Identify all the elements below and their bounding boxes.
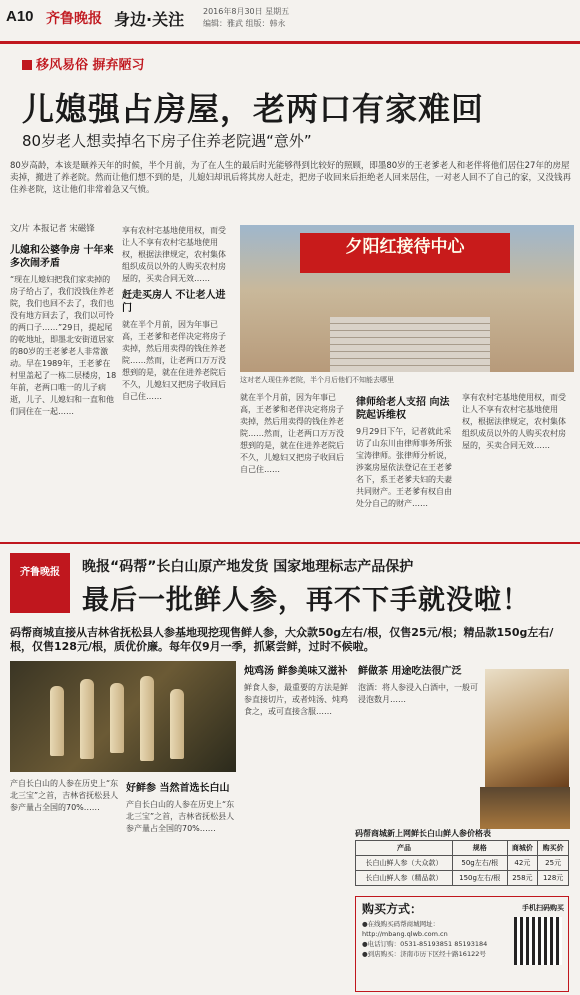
page-header [0, 0, 580, 44]
price-table [355, 840, 569, 886]
nursing-home-photo [240, 225, 574, 372]
article-lede: 80岁高龄，本该是颐养天年的时候，半个月前，为了在人生的最后时光能够得到比较好的照顾，即墨80岁的王老爹老人和老伴将他们居住27年的房屋卖掉，搬进了养老院。然而让他们想不到的是，儿媳妇却讯后将其房人赶走，把房子收回来后拒绝老人回来居住，一对老人回不了自己的家，又没钱再住养老院，这让他们非常着急又气愤。 [10, 161, 572, 195]
ad-col1-text: 产自长白山的人参在历史上“东北三宝”之首，吉林省抚松县人参产量占全国的70%…… [10, 779, 119, 812]
ad-col3-text: 鲜食人参，最重要的方法是鲜参直接切片，或者炖汤、炖鸡食之，或可直接含服…… [244, 683, 348, 716]
qr-label: 手机扫码购买 [522, 904, 564, 912]
table-header: 购买价 [538, 841, 569, 856]
price-table-title: 码帮商城新上网鲜长白山鲜人参价格表 [355, 829, 491, 838]
purchase-lines: ●在线购买码帮商城网址：http://mbang.qlwb.com.cn ●电话订购：0531-85193851 85193184 ●到店购买：济南市历下区经十路16122号 [362, 920, 488, 958]
article-headline: 儿媳强占房屋，老两口有家难回 [22, 90, 485, 128]
qr-code[interactable] [514, 917, 562, 965]
paper-logo: 齐鲁晚报 [46, 11, 102, 27]
article-col-1 [10, 240, 118, 535]
col1-subhead: 儿媳和公婆争房 十年来多次闹矛盾 [10, 245, 114, 269]
article-col-2 [122, 225, 232, 535]
table-header: 规格 [452, 841, 507, 856]
stairs-graphic [330, 317, 490, 372]
ad-subline: 晚报“码帮”长白山原产地发货 国家地理标志产品保护 [82, 559, 414, 575]
ad-logo: 齐鲁晚报 [10, 553, 70, 613]
ad-col-4 [358, 661, 480, 826]
col4-text: 9月29日下午，记者就此采访了山东川由律师事务所张宝涛律师。张律师分析说，涉案房屋依法登记在王老爹名下，系王老爹夫妇的夫妻共同财产。王老爹有权自由处分自己的财产…… [356, 427, 452, 508]
table-row: 长白山鲜人参（精品款） 150g左右/根 258元 128元 [356, 871, 569, 886]
ad-col2-text: 产自长白山的人参在历史上“东北三宝”之首，吉林省抚松县人参产量占全国的70%…… [126, 800, 235, 833]
col3-text-a: 就在半个月前，因为年事已高，王老爹和老伴决定将房子卖掉，然后用卖得的钱住养老院……然而，让老两口万万没想到的是，就在住进养老院后不久，儿媳妇又把房子收回后自己住…… [240, 393, 344, 474]
purchase-title: 购买方式： [362, 902, 423, 916]
ad-col-2 [126, 778, 236, 988]
col2-text-a: 享有农村宅基地使用权，而受让人不享有农村宅基地使用权，根据法律规定，农村集体组织成员以外的人购买农村房屋的，买卖合同无效…… [122, 226, 226, 283]
ginseng-photo [10, 661, 236, 772]
header-meta [203, 6, 289, 30]
article-col-5 [462, 392, 572, 535]
table-header: 产品 [356, 841, 453, 856]
col2-text-b: 就在半个月前，因为年事已高，王老爹和老伴决定将房子卖掉，然后用卖得的钱住养老院……然而，让老两口万万没想到的是，就在住进养老院后不久，儿媳妇又把房子收回后自己住…… [122, 320, 226, 401]
table-row: 长白山鲜人参（大众款） 50g左右/根 42元 25元 [356, 856, 569, 871]
col2-subhead: 赶走买房人 不让老人进门 [122, 290, 226, 314]
photo-caption: 这对老人现住养老院，半个月后他们不知能去哪里 [240, 376, 394, 384]
article-subhead: 80岁老人想卖掉名下房子住养老院遇“意外” [22, 132, 312, 150]
ad-col4-subhead: 鲜做茶 用途吃法很广泛 [358, 666, 462, 677]
col1-text: “现在儿媳妇把我们家卖掉的房子给占了，我们没钱住养老院，我们也回不去了，我们也没有地方回去了，我们以可怜的两口子……”29日，提起尾的乾地址，即墨北安街道居家的80岁的王老爹老人非常激动。早在1989年，王老爹在村里盖起了一栋二层楼房，18年前，老两口唯一的儿子病逝，儿子、儿媳妇和一直和他们同住在一起…… [10, 275, 117, 416]
section-title: 身边·关注 [114, 10, 185, 29]
header-editors: 编辑：雅武 组版：韩永 [203, 19, 286, 28]
purchase-box [355, 896, 569, 992]
ad-col-3 [244, 661, 352, 991]
ad-col2-subhead: 好鲜参 当然首选长白山 [126, 783, 230, 794]
ad-headline: 最后一批鲜人参，再不下手就没啦！ [82, 585, 530, 616]
ginseng-wine-photo [485, 669, 569, 787]
photo-sign: 夕阳红接待中心 [300, 233, 510, 273]
header-date: 2016年8月30日 星期五 [203, 7, 290, 16]
page-number: A10 [6, 8, 34, 25]
col4-subhead: 律师给老人支招 向法院起诉维权 [356, 397, 450, 421]
article-col-3 [240, 392, 350, 535]
ad-lead: 码帮商城直接从吉林省抚松县人参基地现挖现售鲜人参，大众款50g左右/根，仅售25元/根；精品款150g左右/根，仅售128元/根，质优价廉。每年仅9月一季，抓紧尝鲜，过时不候啦。 [10, 626, 554, 653]
table-header: 商城价 [507, 841, 538, 856]
ad-col-1 [10, 778, 120, 988]
article-kicker: 移风易俗 摒弃陋习 [22, 54, 145, 73]
ginseng-soup-photo [480, 787, 570, 829]
section-divider [0, 542, 580, 544]
article-col-4 [356, 392, 456, 535]
col5-text: 享有农村宅基地使用权，而受让人不享有农村宅基地使用权，根据法律规定，农村集体组织成员以外的人购买农村房屋的，买卖合同无效…… [462, 393, 566, 450]
ad-col3-subhead: 炖鸡汤 鲜参美味又滋补 [244, 666, 348, 677]
ad-col4-text: 泡酒：将人参浸入白酒中，一般可浸泡数月…… [358, 683, 478, 704]
byline: 文/片 本报记者 宋磁锋 [10, 224, 95, 234]
